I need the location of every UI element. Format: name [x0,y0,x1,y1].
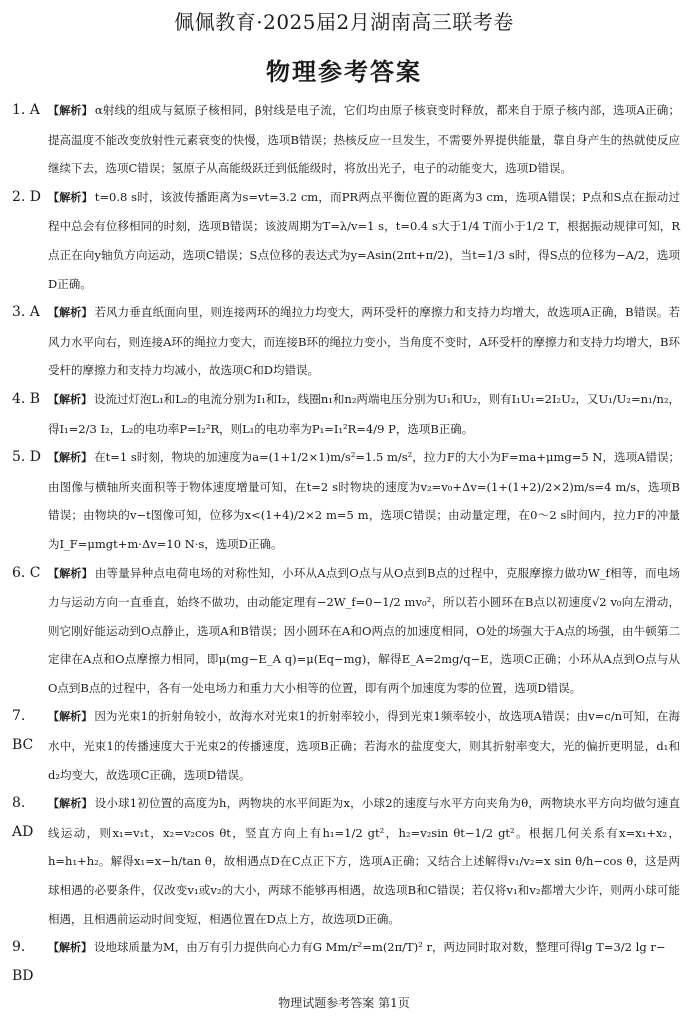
answer-body [48,559,680,703]
answer-body [48,443,680,558]
answer-body [48,183,680,298]
answer-number: 7. BC [12,708,34,754]
answer-list [12,96,680,990]
page-title: 物理参考答案 [266,58,422,86]
analysis-tag: 【解析】 [48,797,93,811]
answer-body [48,789,680,933]
answer-item [12,183,680,298]
analysis-tag: 【解析】 [48,451,93,465]
answer-number: 6. C [12,564,41,581]
answer-number: 5. D [12,449,42,466]
analysis-tag: 【解析】 [48,710,93,724]
answer-item [12,443,680,558]
exam-header: 佩佩教育·2025届2月湖南高三联考卷 [174,10,514,34]
analysis-tag: 【解析】 [48,190,93,204]
answer-item [12,559,680,703]
answer-text: 若风力垂直纸面向里，则连接两环的绳拉力均变大，两环受杆的摩擦力和支持力均增大，故选项A正确，B错误。若风力水平向右，则连接A环的绳拉力变大，而连接B环的绳拉力变小，当角度不变时，A环受杆的摩擦力和支持力均增大，B环受杆的摩擦力和支持力均减小，故选项C和D均错误。 [48,305,681,378]
answer-number: 4. B [12,390,41,407]
answer-text: 在t=1 s时刻，物块的加速度为a=(1+1/2×1)m/s²=1.5 m/s²，拉力F的大小为F=ma+μmg=5 N，选项A错误；由图像与横轴所夹面积等于物体速度增量可知，在t=2 s时物块的速度为v₂=v₀+Δv=(1+(1+2)/2×2)m/s=4 m/s，选项B错误；由物块的v−t图像可知，位移为x<(1+4)/2×2 m=5 m，选项C错误；由动量定理，在0～2 s时间内，拉力F的冲量为I_F=μmgt+m·Δv=10 N·s，选项D正确。 [48,450,681,551]
answer-text: 设小球1初位置的高度为h，两物块的水平间距为x，小球2的速度与水平方向夹角为θ，两物块水平方向均做匀速直线运动，则x₁=v₁t，x₂=v₂cos θt，竖直方向上有h₁=1/2 gt²，h₂=v₂sin θt−1/2 gt²。根据几何关系有x=x₁+x₂，h=h₁+h₂。解得x₁=x−h/tan θ，故相遇点D在C点正下方，选项A正确；又结合上述解得v₁/v₂=x sin θ/h−cos θ，这是两球相遇的必要条件，仅改变v₁或v₂的大小，两球不能够再相遇，故选项B和C错误；若仅将v₁和v₂都增大少许，则两小球可能相遇，且相遇前运动时间变短，相遇位置在D点上方，故选项D正确。 [48,796,680,926]
answer-body [48,702,680,789]
answer-number: 9. BD [12,939,34,984]
answer-body [48,385,680,443]
answer-number: 1. A [12,102,40,118]
answer-text: 因为光束1的折射角较小，故海水对光束1的折射率较小，得到光束1频率较小，故选项A错误；由v=c/n可知，在海水中，光束1的传播速度大于光束2的传播速度，选项B正确；若海水的盐度变大，则其折射率变大，光的偏折更明显，d₁和d₂均变大，故选项C正确，选项D错误。 [48,709,681,782]
answer-number: 8. AD [12,795,34,840]
answer-number: 2. D [12,188,42,205]
page-footer: 物理试题参考答案 第1页 [278,996,410,1010]
answer-text: 设流过灯泡L₁和L₂的电流分别为I₁和I₂，线圈n₁和n₂两端电压分别为U₁和U₂，则有I₁U₁=2I₂U₂，又U₁/U₂=n₁/n₂，得I₁=2/3 I₂，L₂的电功率P=I₂²R，则L₁的电功率为P₁=I₁²R=4/9 P，选项B正确。 [48,391,680,436]
answer-item [12,385,680,443]
analysis-tag: 【解析】 [48,392,93,406]
answer-text: 设地球质量为M，由万有引力提供向心力有G Mm/r²=m(2π/T)² r，两边同时取对数，整理可得lg T=3/2 lg r− [94,940,666,955]
answer-item [12,933,680,990]
answer-text: α射线的组成与氦原子核相同，β射线是电子流，它们均由原子核衰变时释放，都来自于原子核内部，选项A正确；提高温度不能改变放射性元素衰变的快慢，选项B错误；热核反应一旦发生，不需要外界提供能量，靠自身产生的热就使反应继续下去，选项C错误；氢原子从高能级跃迁到低能级时，将放出光子，电子的动能变大，选项D错误。 [48,103,681,176]
answer-text: t=0.8 s时，该波传播距离为s=vt=3.2 cm，而PR两点平衡位置的距离为3 cm，选项A错误；P点和S点在振动过程中总会有位移相同的时刻，选项B错误；该波周期为T=λ/v=1 s，t=0.4 s大于1/4 T而小于1/2 T，根据振动规律可知，R点正在向y轴负方向运动，选项C错误；S点位移的表达式为y=Asin(2πt+π/2)，当t=1/3 s时，得S点的位移为−A/2，选项D正确。 [48,189,680,291]
analysis-tag: 【解析】 [48,306,93,320]
answer-number: 3. A [12,304,40,321]
answer-text: 由等量异种点电荷电场的对称性知，小环从A点到O点与从O点到B点的过程中，克服摩擦力做功W_f相等，而电场力与运动方向一直垂直，始终不做功，由动能定理有−2W_f=0−1/2 mv₀²，所以若小圆环在B点以初速度√2 v₀向左滑动，则它刚好能运动到O点静止，选项A和B错误；因小圆环在A和O两点的加速度相同，O处的场强大于A点的场强，由牛顿第二定律在A点和O点摩擦力相同，即μ(mg−E_A q)=μ(Eq−mg)，解得E_A=2mg/q−E，选项C正确；小环从A点到O点与从O点到B点的过程中，各有一处电场力和重力大小相等的位置，即有两个加速度为零的位置，选项D错误。 [48,565,681,695]
answer-item [12,96,680,183]
answer-item [12,789,680,933]
answer-body [48,933,680,990]
analysis-tag: 【解析】 [48,104,93,117]
answer-body [48,96,680,183]
answer-item [12,298,680,385]
answer-item [12,702,680,789]
answer-body [48,298,680,385]
analysis-tag: 【解析】 [48,941,92,955]
analysis-tag: 【解析】 [48,566,93,580]
